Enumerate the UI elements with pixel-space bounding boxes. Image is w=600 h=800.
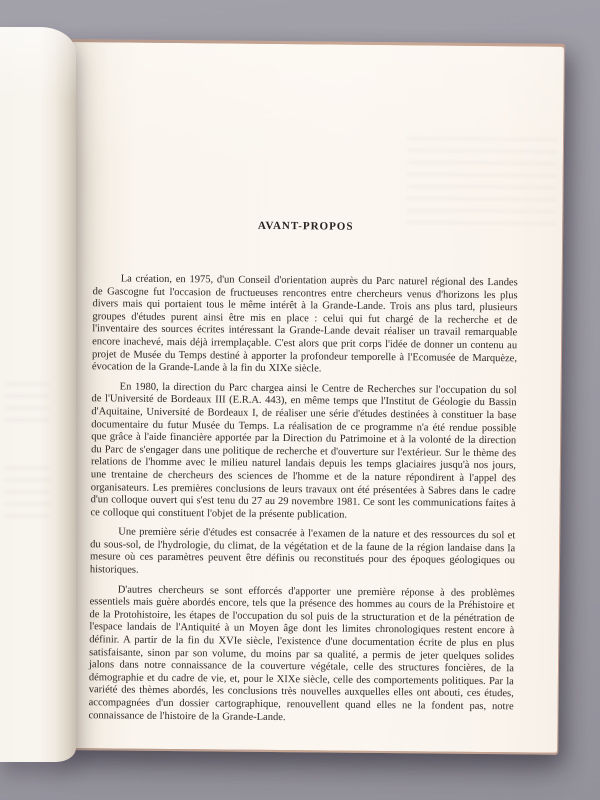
paragraph: La création, en 1975, d'un Conseil d'orientation auprès du Parc naturel régional des Landes de Gascogne fut l'occasion de fructueuses rencontres entre chercheurs venus d'horizons les plus divers mais qui portaient tous le même intérêt à la Grande-Lande. Trois ans plus tard, plusieurs groupes d'études purent ainsi être mis en place : celui qui fut chargé de la recherche et de l'inventaire des sources écrites intéressant la Grande-Lande devait réaliser un travail remarquable encore inachevé, mais déjà irremplaçable. C'est alors que prit corps l'idée de donner un contenu au projet de Musée du Temps destiné à apporter la profondeur temporelle à l'Ecomusée de Marquèze, évocation de la Grande-Lande à la fin du XIXe siècle. xyxy=(91,273,518,375)
page-title: AVANT-PROPOS xyxy=(257,219,354,233)
page-showthrough xyxy=(4,467,50,519)
book-page xyxy=(63,42,564,753)
page-showthrough xyxy=(406,137,557,230)
paragraph: D'autres chercheurs se sont efforcés d'apporter une première réponse à des problèmes essentiels mais guère abordés encore, tels que la présence des hommes au cours de la Préhistoire et de la Protohistoire, les étapes de l'occupation du sol puis de la structuration et de la pénétration de l'espace landais de l'Antiquité à un Moyen âge dont les limites chronologiques restent encore à définir. A partir de la fin du XVIe siècle, l'existence d'une documentation écrite de plus en plus satisfaisante, sinon par son volume, du moins par sa qualité, a permis de jeter quelques solides jalons dans notre connaissance de la couverture végétale, celle des structures foncières, de la démographie et du cadre de vie, et, pour le XIXe siècle, celle des comportements politiques. Par la variété des thèmes abordés, les conclusions très nouvelles auxquelles elles ont abouti, ces études, accompagnées d'un dossier cartographique, renouvellent quand elles ne la fondent pas, notre connaissance de l'histoire de la Grande-Lande. xyxy=(88,584,515,723)
page-showthrough xyxy=(5,383,49,429)
paragraph: Une première série d'études est consacrée à l'examen de la nature et des ressources du sol et du sous-sol, de l'hydrologie, du climat, de la végétation et de la faune de la région landaise dans la mesure où ces paramètres peuvent être définis ou reconstitués pour des époques géologiques ou historiques. xyxy=(89,526,516,576)
paragraph: En 1980, la direction du Parc chargea ainsi le Centre de Recherches sur l'occupation du sol de l'Université de Bordeaux III (E.R.A. 443), en même temps que l'Institut de Géologie du Bassin d'Aquitaine, Université de Bordeaux I, de réaliser une série d'études destinées à constituer la base documentaire du futur Musée du Temps. La réalisation de ce programme n'a été rendue possible que grâce à l'aide financière apportée par la Direction du Patrimoine et à la volonté de la direction du Parc de s'engager dans une politique de recherche et d'ouverture sur l'extérieur. Sur le thème des relations de l'homme avec le milieu naturel landais depuis les temps glaciaires jusqu'à nos jours, une trentaine de chercheurs des sciences de l'homme et de la nature répondirent à l'appel des organisateurs. Les premières conclusions de leurs travaux ont été présentées à Sabres dans le cadre d'un colloque ouvert qui s'est tenu du 27 au 29 novembre 1981. Ce sont les communications faites à ce colloque qui constituent l'objet de la présente publication. xyxy=(90,381,517,521)
page-text-block xyxy=(88,218,518,733)
left-page xyxy=(0,27,76,762)
